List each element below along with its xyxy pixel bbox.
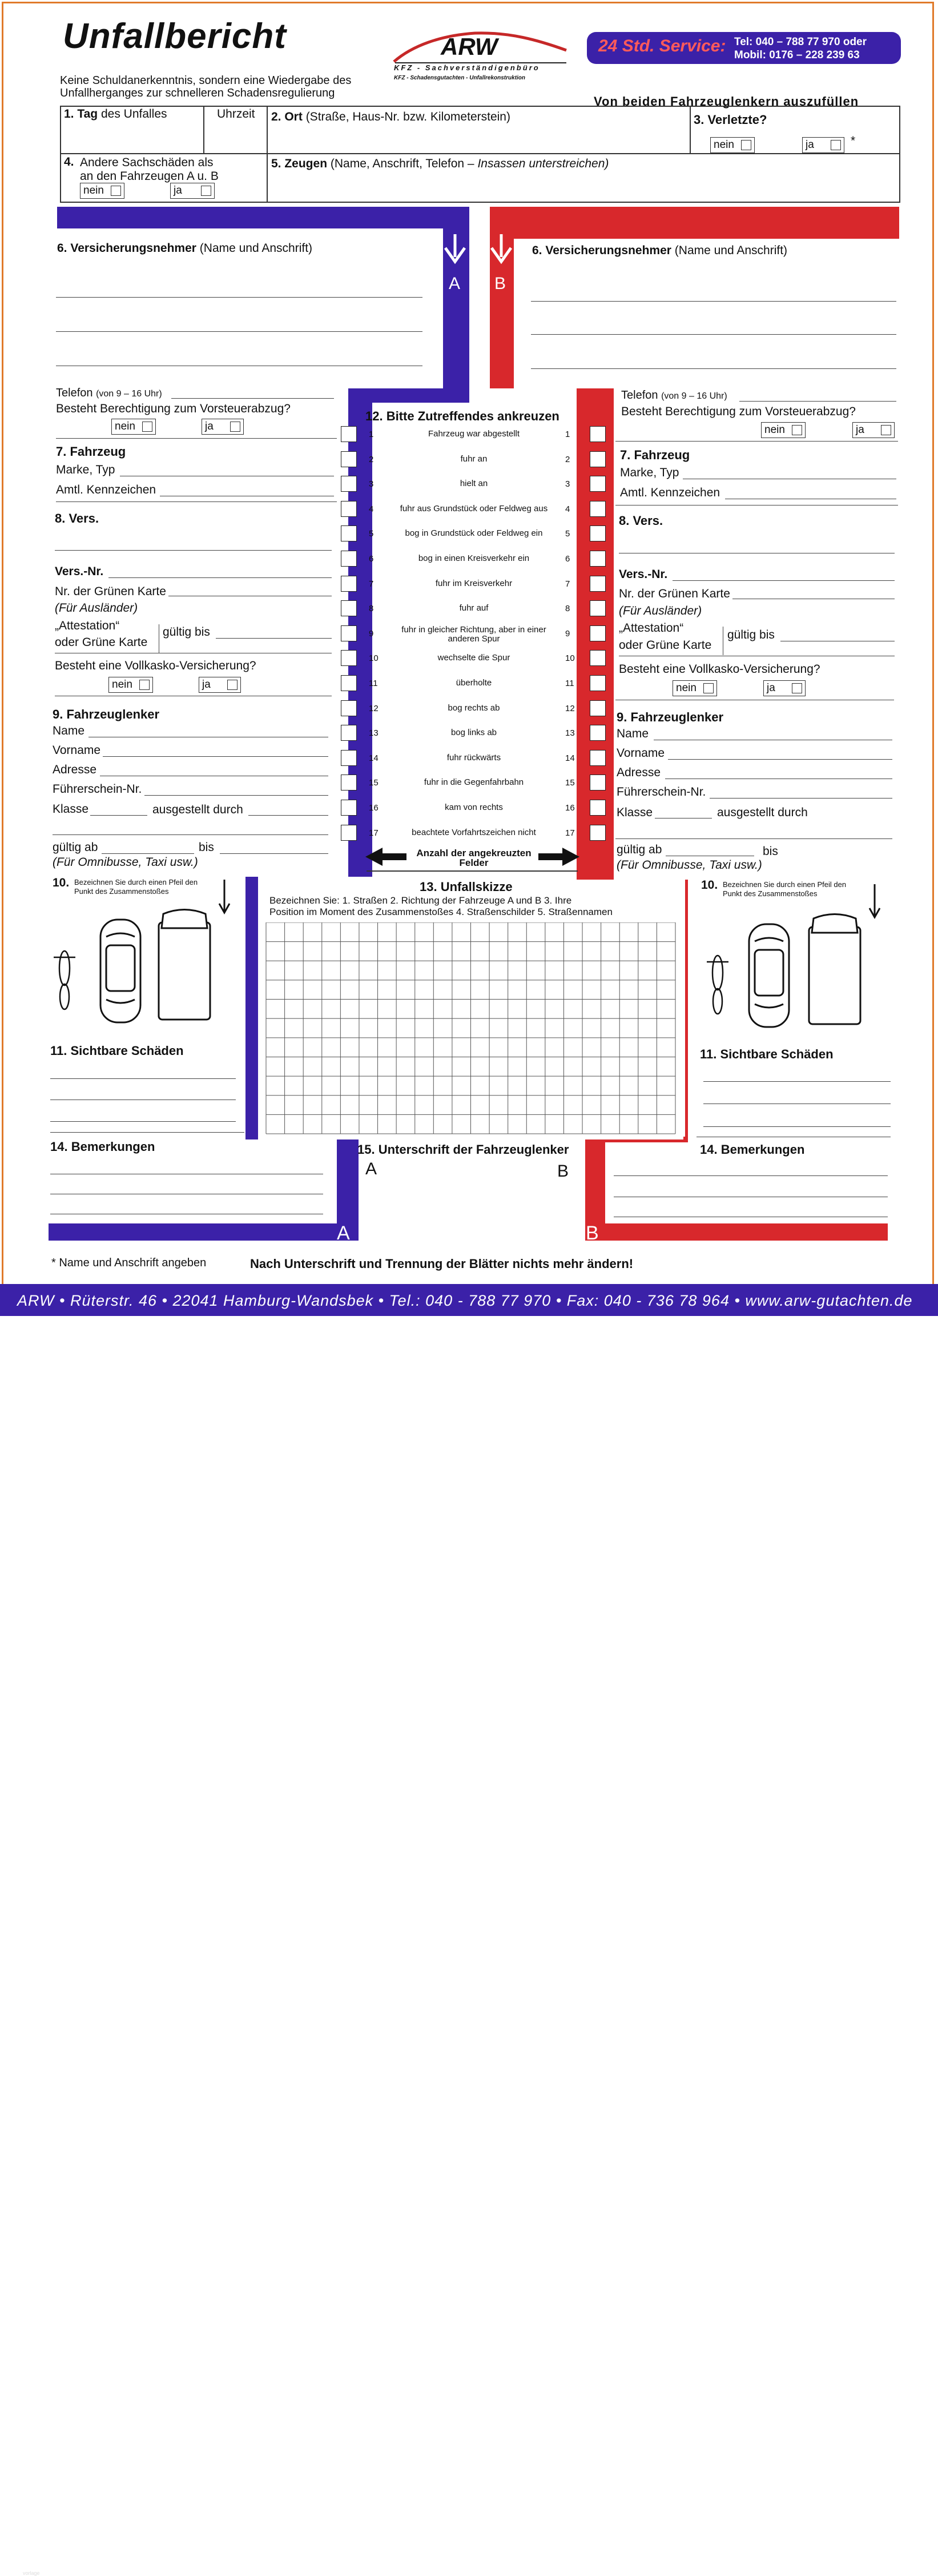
row-number-a: 16 [369, 803, 379, 813]
b-checkbox-5[interactable] [590, 525, 606, 541]
row-number-b: 6 [565, 554, 570, 564]
a-oder-gruene-label: oder Grüne Karte [55, 636, 148, 649]
b-checkbox-4[interactable] [590, 501, 606, 517]
a-gueltig-ab-label: gültig ab [53, 841, 98, 854]
a-section-10-text: Bezeichnen Sie durch einen Pfeil den Punkt des Zusammenstoßes [74, 878, 198, 896]
signature-a-label: A [365, 1159, 377, 1178]
a-vorsteuer-label: Besteht Berechtigung zum Vorsteuerabzug? [56, 402, 291, 415]
b-section-9-label: 9. Fahrzeuglenker [617, 710, 724, 724]
service-title: 24 Std. Service: [598, 37, 726, 55]
section-13-instructions [269, 895, 675, 918]
b-section-6-label: 6. Versicherungsnehmer (Name und Anschrift) [532, 244, 788, 257]
option-label: Fahrzeug war abgestellt [428, 429, 520, 439]
signature-b-label: B [557, 1162, 569, 1181]
a-gruene-karte-label: Nr. der Grünen Karte [55, 585, 166, 598]
b-omnibus-label: (Für Omnibusse, Taxi usw.) [617, 858, 762, 872]
a-checkbox-8[interactable] [341, 600, 357, 616]
disclaimer-text: Keine Schuldanerkenntnis, sondern eine Wiedergabe des Unfallherganges zur schnelleren Schadensregulierung [60, 74, 352, 99]
b-klasse-label: Klasse [617, 806, 653, 819]
option-label: überholte [456, 678, 492, 688]
b-telefon-label: Telefon (von 9 – 16 Uhr) [621, 389, 727, 402]
a-checkbox-4[interactable] [341, 501, 357, 517]
service-mobil-line: Mobil: 0176 – 228 239 63 [734, 49, 860, 61]
a-gueltig-label: gültig bis [163, 625, 210, 639]
a-checkbox-11[interactable] [341, 675, 357, 691]
option-label: bog links ab [450, 728, 497, 738]
b-checkbox-6[interactable] [590, 551, 606, 567]
a-name-label: Name [53, 724, 85, 737]
field-3-label: 3. Verletzte? [694, 113, 767, 127]
row-number-b: 7 [565, 579, 570, 589]
a-versnr-label: Vers.-Nr. [55, 565, 104, 578]
b-checkbox-11[interactable] [590, 675, 606, 691]
b-checkbox-14[interactable] [590, 750, 606, 766]
option-label: fuhr aus Grundstück oder Feldweg aus [400, 503, 548, 513]
a-auslaender-label: (Für Ausländer) [55, 601, 138, 615]
a-checkbox-10[interactable] [341, 650, 357, 666]
a-line [144, 795, 328, 796]
b-ausgestellt-label: ausgestellt durch [717, 806, 808, 819]
sachschaden-ja-checkbox[interactable]: ja [170, 183, 215, 199]
b-checkbox-2[interactable] [590, 451, 606, 467]
a-klasse-label: Klasse [53, 803, 89, 816]
vehicle-a-marker: A [449, 274, 461, 293]
b-section-7-label: 7. Fahrzeug [620, 448, 690, 462]
row-number-a: 14 [369, 753, 379, 763]
instructions-line-2: Position im Moment des Zusammenstoßes 4. Straßenschilder 5. Straßennamen [269, 906, 613, 917]
page-title: Unfallbericht [63, 17, 287, 56]
b-fuehrerschein-label: Führerschein-Nr. [617, 785, 706, 799]
a-vollkasko-nein-checkbox[interactable]: nein [108, 677, 153, 693]
b-line [739, 401, 896, 402]
option-label: fuhr an [460, 454, 488, 464]
a-line [248, 815, 328, 816]
row-number-a: 2 [369, 454, 374, 464]
a-line [103, 756, 328, 757]
option-label: wechselte die Spur [437, 653, 510, 663]
row-number-b: 5 [565, 529, 570, 539]
a-checkbox-15[interactable] [341, 775, 357, 791]
b-line [703, 1126, 891, 1127]
option-label: hielt an [460, 479, 488, 489]
b-checkbox-10[interactable] [590, 650, 606, 666]
b-vorname-label: Vorname [617, 747, 665, 760]
row-number-a: 10 [369, 653, 379, 664]
b-checkbox-13[interactable] [590, 725, 606, 741]
a-section-7-label: 7. Fahrzeug [56, 444, 126, 459]
b-section-8-label: 8. Vers. [619, 513, 663, 528]
logo-name: ARW [441, 33, 498, 60]
row-number-a: 3 [369, 479, 374, 489]
b-bis-label: bis [763, 845, 778, 858]
b-section-10-text: Bezeichnen Sie durch einen Pfeil den Punkt des Zusammenstoßes [723, 880, 847, 898]
sachschaden-nein-checkbox[interactable]: nein [80, 183, 124, 199]
b-vollkasko-label: Besteht eine Vollkasko-Versicherung? [619, 663, 820, 676]
a-line [50, 1078, 236, 1079]
row-number-b: 11 [565, 679, 574, 688]
warning-text: Nach Unterschrift und Trennung der Blätter nichts mehr ändern! [250, 1257, 634, 1271]
b-line [531, 368, 896, 369]
b-line [531, 301, 896, 302]
section-13-title: 13. Unfallskizze [420, 880, 513, 894]
a-line [50, 1132, 244, 1133]
a-section-9-label: 9. Fahrzeuglenker [53, 707, 160, 721]
b-checkbox-3[interactable] [590, 476, 606, 492]
b-checkbox-1[interactable] [590, 426, 606, 442]
a-telefon-label: Telefon (von 9 – 16 Uhr) [56, 387, 162, 399]
a-checkbox-3[interactable] [341, 476, 357, 492]
a-vorsteuer-ja-checkbox[interactable]: ja [202, 419, 244, 435]
b-oder-gruene-label: oder Grüne Karte [619, 639, 712, 652]
b-checkbox-8[interactable] [590, 600, 606, 616]
row-number-b: 17 [565, 828, 575, 838]
a-line [53, 834, 328, 835]
a-vollkasko-ja-checkbox[interactable]: ja [199, 677, 241, 693]
a-line [102, 853, 194, 854]
a-checkbox-9[interactable] [341, 625, 357, 641]
a-section-14-label: 14. Bemerkungen [50, 1139, 155, 1154]
vehicle-a-bottom-marker: A [337, 1222, 350, 1244]
b-vorsteuer-ja-checkbox[interactable]: ja [852, 422, 895, 438]
b-name-label: Name [617, 727, 649, 740]
field-2-label: 2. Ort (Straße, Haus-Nr. bzw. Kilometerstein) [271, 110, 510, 123]
vehicle-b-bottom-marker: B [586, 1222, 599, 1244]
field-1-label: 1. Tag des Unfalles [64, 107, 167, 121]
a-vehicle-silhouettes-icon [50, 880, 239, 1034]
row-number-a: 15 [369, 778, 379, 788]
option-label: bog in Grundstück oder Feldweg ein [405, 528, 543, 539]
a-bis-label: bis [199, 841, 214, 854]
b-vollkasko-ja-checkbox[interactable]: ja [763, 680, 806, 696]
a-adresse-label: Adresse [53, 763, 97, 776]
a-line [55, 550, 332, 551]
b-vollkasko-nein-checkbox[interactable]: nein [673, 680, 717, 696]
b-vorsteuer-nein-checkbox[interactable]: nein [761, 422, 806, 438]
row-number-b: 3 [565, 479, 570, 489]
a-checkbox-12[interactable] [341, 700, 357, 716]
row-number-b: 15 [565, 778, 575, 788]
row-number-b: 12 [565, 703, 575, 713]
b-checkbox-9[interactable] [590, 625, 606, 641]
b-checkbox-17[interactable] [590, 825, 606, 841]
row-number-b: 2 [565, 454, 570, 464]
row-number-b: 10 [565, 653, 575, 664]
row-number-a: 11 [369, 679, 378, 688]
a-line [56, 297, 422, 298]
a-section-6-label: 6. Versicherungsnehmer (Name und Anschrift) [57, 242, 313, 255]
row-number-b: 16 [565, 803, 575, 813]
a-vorname-label: Vorname [53, 744, 101, 757]
row-number-b: 8 [565, 604, 570, 614]
service-tel-line: Tel: 040 – 788 77 970 oder [734, 36, 867, 48]
a-line [216, 638, 332, 639]
a-checkbox-6[interactable] [341, 551, 357, 567]
b-adresse-label: Adresse [617, 766, 661, 779]
a-checkbox-17[interactable] [341, 825, 357, 841]
a-checkbox-5[interactable] [341, 525, 357, 541]
a-section-11-label: 11. Sichtbare Schäden [50, 1044, 184, 1058]
b-gueltig-ab-label: gültig ab [617, 843, 662, 856]
sketch-grid[interactable] [258, 922, 683, 1137]
row-number-a: 4 [369, 504, 374, 514]
a-line [108, 577, 332, 578]
a-checkbox-14[interactable] [341, 750, 357, 766]
a-line [90, 815, 147, 816]
instructions-line-1: Bezeichnen Sie: 1. Straßen 2. Richtung der Fahrzeuge A und B 3. Ihre [269, 895, 572, 906]
a-marke-label: Marke, Typ [56, 463, 115, 476]
option-label: beachtete Vorfahrtszeichen nicht [412, 827, 536, 837]
row-number-b: 4 [565, 504, 570, 514]
b-attestation-label: „Attestation“ [619, 621, 684, 635]
row-number-b: 14 [565, 753, 575, 763]
a-line [56, 501, 337, 502]
b-auslaender-label: (Für Ausländer) [619, 604, 702, 617]
a-checkbox-7[interactable] [341, 576, 357, 592]
logo-subtitle-2: KFZ - Schadensgutachten - Unfallrekonstruktion [394, 75, 526, 81]
a-line [171, 398, 334, 399]
vehicle-b-marker: B [494, 274, 506, 293]
b-line [710, 798, 892, 799]
field-5-label: 5. Zeugen (Name, Anschrift, Telefon – Insassen unterstreichen) [271, 157, 609, 170]
option-label: fuhr rückwärts [446, 752, 501, 763]
b-checkbox-15[interactable] [590, 775, 606, 791]
b-gueltig-label: gültig bis [727, 628, 775, 641]
b-versnr-label: Vers.-Nr. [619, 568, 668, 581]
footer-bar [0, 1284, 938, 2576]
uhrzeit-label: Uhrzeit [217, 107, 255, 121]
a-checkbox-13[interactable] [341, 725, 357, 741]
b-checkbox-16[interactable] [590, 800, 606, 816]
option-label: bog in einen Kreisverkehr ein [418, 553, 530, 563]
field-4-label: Andere Sachschäden als an den Fahrzeugen A u. B [80, 156, 219, 183]
vorlage-label: vorlage [23, 2570, 40, 2576]
b-vehicle-silhouettes-icon [703, 884, 892, 1038]
b-line [614, 1175, 888, 1176]
option-label: fuhr in gleicher Richtung, aber in einer anderen Spur [401, 624, 546, 644]
b-section-10-number: 10. [701, 878, 718, 892]
b-section-14-label: 14. Bemerkungen [700, 1142, 805, 1157]
a-vollkasko-label: Besteht eine Vollkasko-Versicherung? [55, 659, 256, 672]
row-number-a: 17 [369, 828, 379, 838]
b-line [615, 441, 898, 442]
a-line [50, 1121, 236, 1122]
a-section-10-number: 10. [53, 876, 70, 889]
b-checkbox-12[interactable] [590, 700, 606, 716]
field-4-number: 4. [64, 155, 74, 168]
anzahl-label: Anzahl der angekreuzten Felder [416, 848, 532, 868]
a-omnibus-label: (Für Omnibusse, Taxi usw.) [53, 856, 198, 869]
both-drivers-note: Von beiden Fahrzeuglenkern auszufüllen [594, 94, 859, 109]
b-line [668, 759, 892, 760]
row-number-b: 1 [565, 430, 570, 439]
asterisk: * [851, 134, 856, 147]
a-checkbox-1[interactable] [341, 426, 357, 442]
a-ausgestellt-label: ausgestellt durch [152, 803, 243, 816]
a-checkbox-16[interactable] [341, 800, 357, 816]
logo-subtitle: KFZ - Sachverständigenbüro [394, 63, 540, 72]
a-kennzeichen-label: Amtl. Kennzeichen [56, 483, 156, 496]
b-checkbox-7[interactable] [590, 576, 606, 592]
section-12-title: 12. Bitte Zutreffendes ankreuzen [365, 409, 559, 423]
row-number-a: 9 [369, 628, 374, 639]
footer-address: ARW • Rüterstr. 46 • 22041 Hamburg-Wandsbek • Tel.: 040 - 788 77 970 • Fax: 040 - 736 78 964 • www.arw-gutachten.de [17, 1292, 913, 1309]
row-number-b: 13 [565, 728, 575, 739]
option-label: fuhr im Kreisverkehr [435, 578, 513, 588]
b-marke-label: Marke, Typ [620, 466, 679, 479]
b-kennzeichen-label: Amtl. Kennzeichen [620, 486, 720, 499]
row-number-a: 5 [369, 529, 374, 539]
row-number-a: 12 [369, 703, 379, 713]
verletzte-ja-checkbox[interactable]: ja [802, 137, 844, 153]
b-line [531, 334, 896, 335]
option-label: kam von rechts [445, 803, 503, 812]
row-number-a: 7 [369, 579, 374, 589]
a-fuehrerschein-label: Führerschein-Nr. [53, 783, 142, 796]
a-line [56, 438, 337, 439]
option-label: bog rechts ab [448, 703, 500, 713]
a-line [220, 853, 328, 854]
verletzte-nein-checkbox[interactable]: nein [710, 137, 755, 153]
footnote: * Name und Anschrift angeben [51, 1257, 207, 1269]
b-gruene-karte-label: Nr. der Grünen Karte [619, 587, 730, 600]
a-checkbox-2[interactable] [341, 451, 357, 467]
a-attestation-label: „Attestation“ [55, 619, 120, 632]
row-number-b: 9 [565, 628, 570, 639]
b-vorsteuer-label: Besteht Berechtigung zum Vorsteuerabzug? [621, 405, 856, 418]
row-number-a: 8 [369, 604, 374, 614]
b-line [615, 838, 892, 839]
b-line [703, 1081, 891, 1082]
a-section-8-label: 8. Vers. [55, 511, 99, 525]
option-label: fuhr auf [459, 603, 489, 613]
b-section-11-label: 11. Sichtbare Schäden [700, 1047, 834, 1061]
row-number-a: 13 [369, 728, 379, 739]
row-number-a: 6 [369, 554, 374, 564]
a-line [56, 331, 422, 332]
a-vorsteuer-nein-checkbox[interactable]: nein [111, 419, 156, 435]
b-line [673, 580, 895, 581]
option-label: fuhr in die Gegenfahrbahn [424, 777, 524, 788]
section-15-title: 15. Unterschrift der Fahrzeuglenker [357, 1142, 569, 1157]
signature-area[interactable] [365, 1182, 582, 1222]
row-number-a: 1 [369, 430, 374, 439]
divider [367, 870, 578, 872]
